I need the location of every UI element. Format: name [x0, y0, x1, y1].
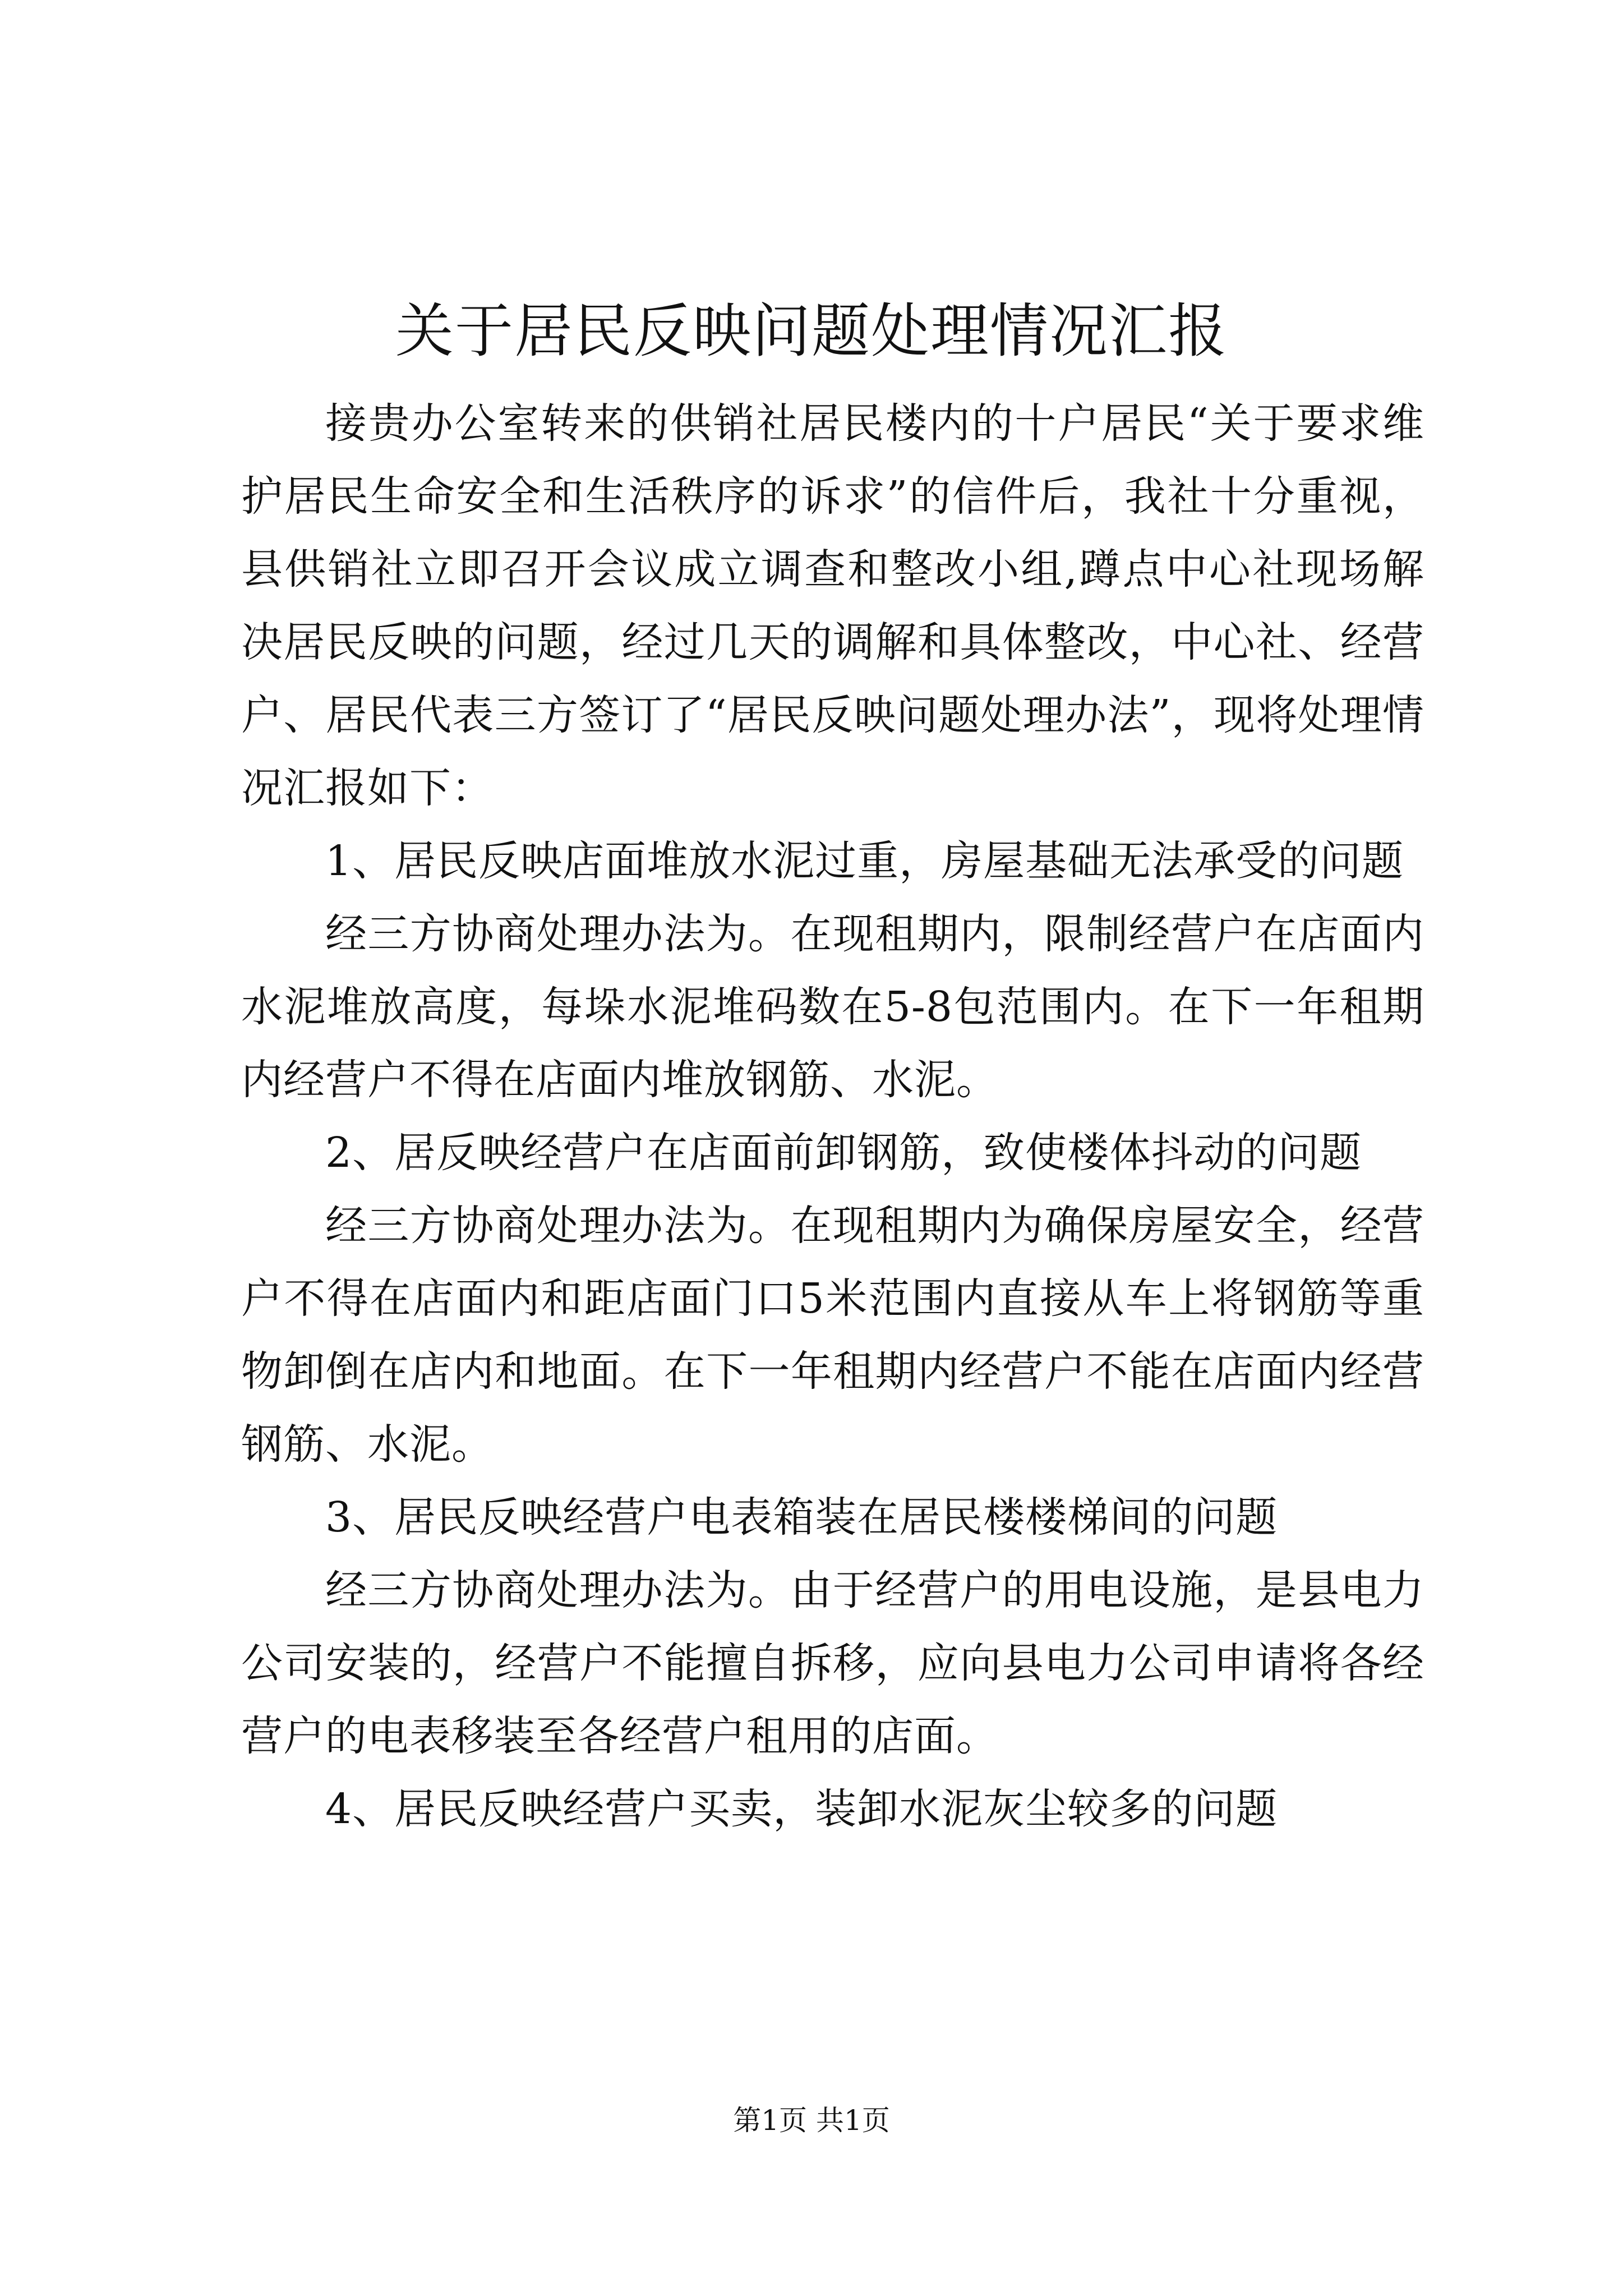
paragraph-intro: 接贵办公室转来的供销社居民楼内的十户居民“关于要求维护居民生命安全和生活秩序的诉求”的信件后，我社十分重视，县供销社立即召开会议成立调查和整改小组,蹲点中心社现场解决居民反映的问题，经过几天的调解和具体整改，中心社、经营户、居民代表三方签订了“居民反映问题处理办法”，现将处理情况汇报如下：	[241, 399, 1424, 812]
document-title: 关于居民反映问题处理情况汇报	[395, 297, 1228, 365]
issue-resolution-2: 经三方协商处理办法为。在现租期内为确保房屋安全，经营户不得在店面内和距店面门口5米范围内直接从车上将钢筋等重物卸倒在店内和地面。在下一年租期内经营户不能在店面内经营钢筋、水泥。	[241, 1202, 1424, 1469]
page-number-footer: 第1页 共1页	[733, 2104, 890, 2137]
issue-heading-1: 1、居民反映店面堆放水泥过重，房屋基础无法承受的问题	[325, 837, 1404, 885]
document-body	[241, 387, 1424, 1846]
issue-resolution-3: 经三方协商处理办法为。由于经营户的用电设施，是县电力公司安装的，经营户不能擅自拆移，应向县电力公司申请将各经营户的电表移装至各经营户租用的店面。	[241, 1566, 1424, 1760]
issue-heading-3: 3、居民反映经营户电表箱装在居民楼楼梯间的问题	[325, 1493, 1278, 1542]
issue-heading-2: 2、居反映经营户在店面前卸钢筋，致使楼体抖动的问题	[325, 1129, 1362, 1177]
issue-heading-4: 4、居民反映经营户买卖，装卸水泥灰尘较多的问题	[325, 1785, 1278, 1833]
issue-resolution-1: 经三方协商处理办法为。在现租期内，限制经营户在店面内水泥堆放高度，每垛水泥堆码数在5-8包范围内。在下一年租期内经营户不得在店面内堆放钢筋、水泥。	[241, 910, 1424, 1104]
